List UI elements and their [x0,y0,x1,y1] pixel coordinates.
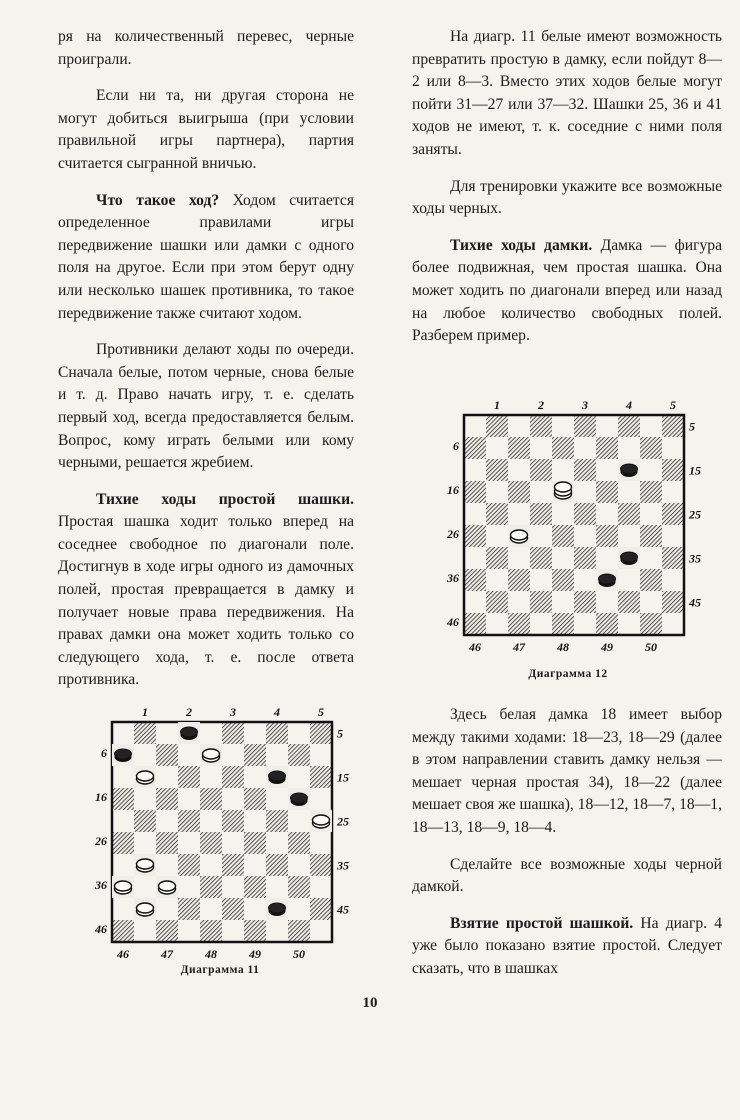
right-square-number: 35 [337,858,349,873]
dark-square [618,415,640,437]
dark-square [464,481,486,503]
dark-square [662,547,684,569]
dark-square [662,503,684,525]
diagram-12-caption: Диаграмма 12 [528,668,608,680]
dark-square [552,437,574,459]
dark-square [222,810,244,832]
bottom-square-number: 48 [205,947,217,961]
bottom-square-number: 48 [557,640,569,654]
paragraph: Для тренировки укажите все возможные ходы черных. [412,177,722,218]
dark-square [200,832,222,854]
page-number: 10 [362,995,378,1011]
right-square-number: 25 [689,507,701,522]
dark-square [178,854,200,876]
dark-square [266,854,288,876]
black-checker-piece [266,898,288,920]
right-square-number: 25 [337,814,349,829]
left-square-number: 6 [453,439,459,454]
section-heading: Что такое ход? [96,191,220,209]
dark-square [222,898,244,920]
dark-square [464,437,486,459]
dark-square [156,832,178,854]
paragraph: Противники делают ходы по очереди. Сначала белые, потом черные, снова белые и т. д. Право начать игру, т. е. сделать первый ход, всегда предоставляется белым. Вопрос, кому играть белыми или кому черными, решается жребием. [58,341,354,472]
left-square-number: 46 [95,922,107,937]
top-square-number: 4 [274,705,280,719]
top-square-number: 4 [626,398,632,412]
dark-square [288,876,310,898]
paragraph: ря на количественный перевес, черные проиграли. [58,28,354,68]
section-heading: Тихие ходы простой шашки. [96,490,354,508]
dark-square [662,591,684,613]
dark-square [244,920,266,942]
black-checker-piece [618,547,640,569]
dark-square [552,569,574,591]
right-square-number: 5 [337,726,343,741]
bottom-square-number: 50 [645,640,657,654]
dark-square [618,591,640,613]
left-column [58,26,354,706]
bottom-square-number: 46 [469,640,481,654]
dark-square [574,503,596,525]
dark-square [266,810,288,832]
right-square-number: 15 [689,463,701,478]
dark-square [596,525,618,547]
left-square-number: 16 [95,790,107,805]
diagram-11-board [84,700,374,962]
dark-square [112,788,134,810]
bottom-square-number: 47 [161,947,173,961]
dark-square [244,744,266,766]
paragraph-text: Простая шашка ходит только вперед на соседнее свободное по диагонали поле. Достигнув в ходе игры одного из дамочных полей, простая превращается в дамку и получает новые права передвижения. На правах дамки она может ходить только со следующего хода, т. е. после ответа противника. [58,513,354,689]
dark-square [156,744,178,766]
top-square-number: 5 [318,705,324,719]
dark-square [310,766,332,788]
paragraph [412,235,722,348]
dark-square [200,920,222,942]
dark-square [310,722,332,744]
dark-square [508,481,530,503]
paragraph [58,190,354,326]
left-square-number: 26 [95,834,107,849]
dark-square [486,547,508,569]
paragraph [412,913,722,981]
dark-square [112,920,134,942]
black-checker-piece [266,766,288,788]
dark-square [552,613,574,635]
paragraph-text: Дамка — фигура более подвижная, чем простая шашка. Она может ходить по диагонали вперед или назад на любое количество свободных полей. Разберем пример. [412,236,722,345]
right-column-lower [412,704,722,995]
dark-square [662,415,684,437]
white-checker-piece [156,876,178,898]
dark-square [178,766,200,788]
right-square-number: 35 [689,551,701,566]
bottom-square-number: 49 [249,947,261,961]
diagram-11-caption: Диаграмма 11 [180,964,260,976]
left-square-number: 6 [101,746,107,761]
black-checker-piece [112,744,134,766]
section-heading: Взятие простой шашкой. [450,914,634,932]
left-square-number: 26 [447,527,459,542]
dark-square [464,525,486,547]
dark-square [178,898,200,920]
top-square-number: 3 [230,705,236,719]
right-square-number: 45 [689,595,701,610]
dark-square [486,591,508,613]
paragraph-text: На диагр. 4 уже было показано взятие простой. Следует сказать, что в шашках [412,914,723,977]
dark-square [508,437,530,459]
left-square-number: 36 [447,571,459,586]
dark-square [222,722,244,744]
dark-square [288,832,310,854]
dark-square [574,591,596,613]
left-square-number: 46 [447,615,459,630]
dark-square [508,613,530,635]
dark-square [552,525,574,547]
bottom-square-number: 46 [117,947,129,961]
dark-square [596,481,618,503]
black-checker-piece [596,569,618,591]
dark-square [618,503,640,525]
white-checker-piece [310,810,332,832]
dark-square [640,481,662,503]
dark-square [640,525,662,547]
dark-square [464,569,486,591]
dark-square [640,569,662,591]
dark-square [288,920,310,942]
dark-square [574,415,596,437]
black-checker-piece [288,788,310,810]
white-checker-piece [200,744,222,766]
top-square-number: 3 [582,398,588,412]
paragraph: На диагр. 11 белые имеют возможность превратить простую в дамку, если пойдут 8—2 или 8—3. Вместо этих ходов белые могут пойти 31—27 или 37—32. Шашки 25, 36 и 41 ходов не имеют, т. к. соседние с ними поля заняты. [412,28,722,158]
dark-square [134,810,156,832]
dark-square [464,613,486,635]
dark-square [486,459,508,481]
dark-square [486,503,508,525]
top-square-number: 1 [142,705,148,719]
white-checker-piece [134,766,156,788]
right-square-number: 5 [689,419,695,434]
dark-square [530,503,552,525]
bottom-square-number: 47 [513,640,525,654]
left-square-number: 16 [447,483,459,498]
dark-square [574,459,596,481]
black-checker-piece [178,722,200,744]
dark-square [530,459,552,481]
dark-square [288,744,310,766]
dark-square [596,613,618,635]
white-checker-piece [134,898,156,920]
dark-square [574,547,596,569]
white-king-piece [552,481,574,503]
paragraph-text: Ходом считается определенное правилами игры передвижение шашки или дамки с одного поля на другое. Если при этом берут одну или несколько шашек противника, то такое передвижение также считают ходом. [58,191,354,322]
paragraph: Если ни та, ни другая сторона не могут добиться выигрыша (при условии правильной игры партнера), партия считается сыгранной вничью. [58,87,354,172]
dark-square [222,854,244,876]
dark-square [134,722,156,744]
dark-square [530,415,552,437]
dark-square [486,415,508,437]
right-square-number: 45 [337,902,349,917]
left-square-number: 36 [95,878,107,893]
dark-square [530,547,552,569]
section-heading: Тихие ходы дамки. [450,236,593,254]
diagram-12-board [436,393,726,655]
checkers-board-svg [84,700,374,962]
dark-square [112,832,134,854]
top-square-number: 1 [494,398,500,412]
bottom-square-number: 49 [601,640,613,654]
dark-square [200,788,222,810]
white-checker-piece [112,876,134,898]
dark-square [156,788,178,810]
dark-square [640,437,662,459]
checkers-board-svg [436,393,726,655]
dark-square [244,876,266,898]
white-checker-piece [508,525,530,547]
dark-square [244,788,266,810]
dark-square [178,810,200,832]
top-square-number: 5 [670,398,676,412]
dark-square [662,459,684,481]
dark-square [266,722,288,744]
dark-square [156,920,178,942]
right-column [412,26,722,362]
dark-square [222,766,244,788]
black-checker-piece [618,459,640,481]
paragraph [58,489,354,692]
bottom-square-number: 50 [293,947,305,961]
dark-square [596,437,618,459]
right-square-number: 15 [337,770,349,785]
dark-square [508,569,530,591]
dark-square [310,854,332,876]
paragraph: Сделайте все возможные ходы черной дамкой. [412,855,722,896]
dark-square [530,591,552,613]
dark-square [640,613,662,635]
dark-square [244,832,266,854]
white-checker-piece [134,854,156,876]
paragraph: Здесь белая дамка 18 имеет выбор между такими ходами: 18—23, 18—29 (далее в этом направлении ставить дамку нельзя — мешает черная простая 34), 18—22 (далее мешает своя же шашка), 18—12, 18—7, 18—1, 18—13, 18—9, 18—4. [412,706,722,836]
top-square-number: 2 [186,705,192,719]
dark-square [310,898,332,920]
dark-square [200,876,222,898]
top-square-number: 2 [538,398,544,412]
